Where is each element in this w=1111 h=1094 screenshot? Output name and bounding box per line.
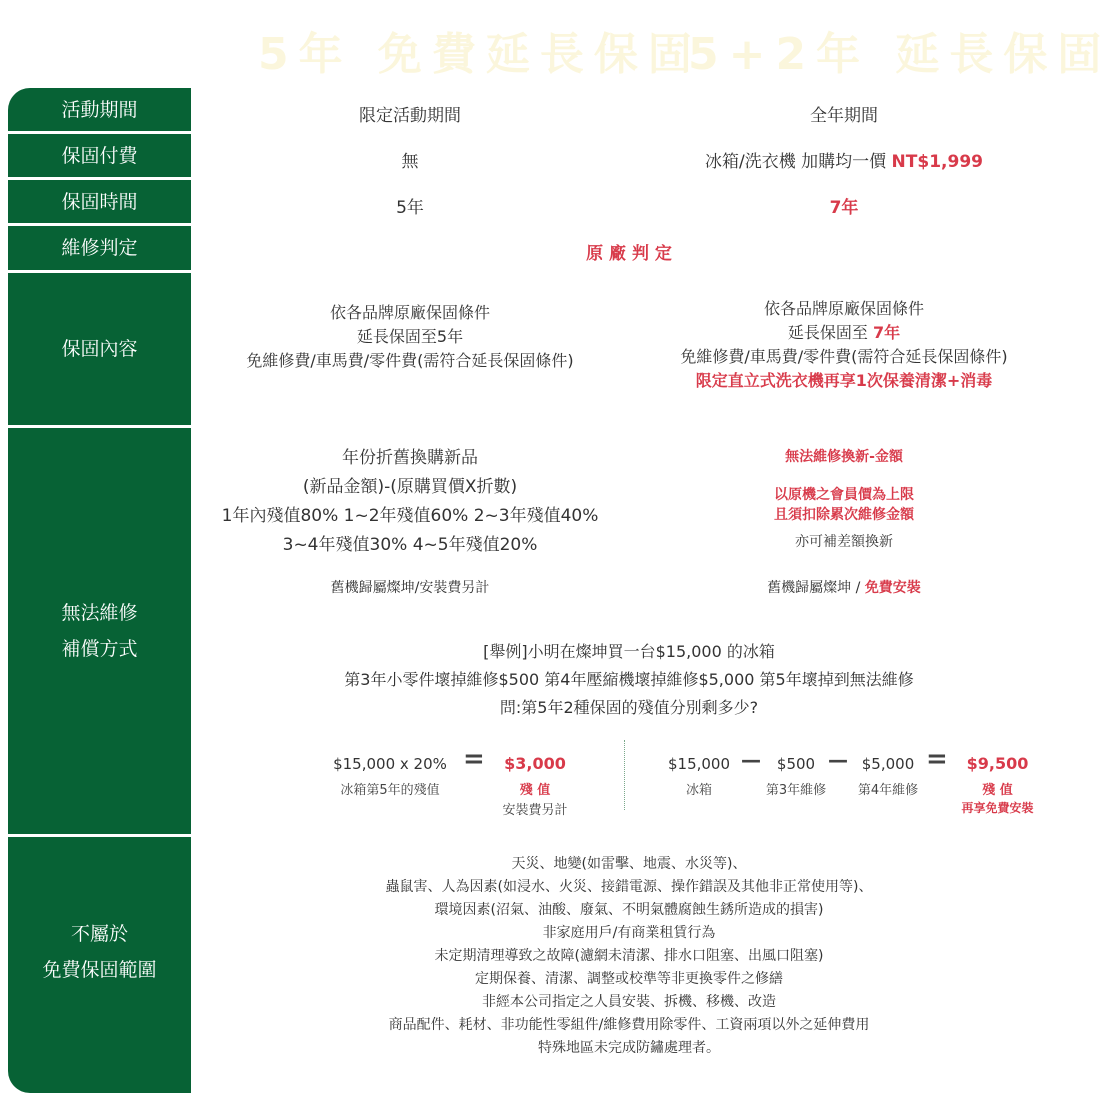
exclude-item: 特殊地區未完成防鏽處理者。 bbox=[538, 1040, 720, 1056]
calc2-b: $500 bbox=[776, 755, 816, 773]
plan2-title: 5+2年 延長保固 bbox=[688, 29, 1111, 80]
comp-plan2-red3: 且須扣除累次維修金額 bbox=[774, 507, 914, 523]
comp-example-line: 問:第5年2種保固的殘值分別剩多少? bbox=[499, 698, 759, 717]
calc2-minus2: — bbox=[828, 748, 848, 772]
calc2-minus1: — bbox=[741, 748, 761, 772]
comp-plan1-line: 1年內殘值80% 1~2年殘值60% 2~3年殘值40% bbox=[221, 506, 599, 526]
comp-plan2-line: 亦可補差額換新 bbox=[795, 534, 893, 550]
calc1-expr: $15,000 x 20% bbox=[333, 755, 447, 773]
label-period: 活動期間 bbox=[61, 98, 138, 121]
label-fee: 保固付費 bbox=[8, 134, 191, 177]
label-compensation-line1: 無法維修 bbox=[61, 602, 138, 624]
comp-plan2-red2: 以原機之會員價為上限 bbox=[774, 487, 914, 503]
period-plan2: 全年期間 bbox=[810, 106, 878, 126]
label-exclude-line1: 不屬於 bbox=[70, 923, 128, 945]
exclude-list bbox=[200, 853, 1058, 1060]
label-duration: 保固時間 bbox=[8, 180, 191, 223]
comp-plan2-note-prefix: 舊機歸屬燦坤 / bbox=[767, 580, 865, 596]
comp-plan1-line: 年份折舊換購新品 bbox=[342, 448, 478, 468]
exclude-item: 非經本公司指定之人員安裝、拆機、移機、改造 bbox=[482, 994, 776, 1010]
calc1-result-sub2: 安裝費另計 bbox=[502, 803, 568, 818]
label-compensation bbox=[8, 428, 191, 834]
fee-plan1: 無 bbox=[401, 152, 419, 172]
calc1-result: $3,000 bbox=[504, 754, 566, 773]
exclude-item: 環境因素(沼氣、油酸、廢氣、不明氣體腐蝕生銹所造成的損害) bbox=[434, 902, 824, 918]
duration-plan2: 7年 bbox=[829, 198, 859, 218]
content-plan2-bonus: 限定直立式洗衣機再享1次保養清潔+消毒 bbox=[695, 371, 993, 390]
exclude-item: 非家庭用戶/有商業租賃行為 bbox=[542, 925, 716, 941]
fee-plan2-price: NT$1,999 bbox=[891, 152, 983, 172]
fee-plan2 bbox=[630, 147, 1058, 172]
calc2-equals: = bbox=[926, 744, 948, 774]
exclude-item: 蟲鼠害、人為因素(如浸水、火災、接錯電源、操作錯誤及其他非正常使用等)、 bbox=[385, 879, 873, 895]
comp-plan1-note: 舊機歸屬燦坤/安裝費另計 bbox=[330, 580, 490, 596]
duration-plan1: 5年 bbox=[396, 198, 424, 218]
exclude-item: 定期保養、清潔、調整或校準等非更換零件之修繕 bbox=[475, 971, 783, 987]
calc2-a-sub: 冰箱 bbox=[685, 783, 712, 798]
content-plan2-prefix: 延長保固至 bbox=[787, 323, 873, 342]
plan1-title: 5年 免費延長保固 bbox=[258, 29, 702, 80]
calc2-c: $5,000 bbox=[861, 755, 915, 773]
comp-example-line: [舉例]小明在燦坤買一台$15,000 的冰箱 bbox=[483, 642, 775, 661]
exclude-item: 未定期清理導致之故障(濾網未清潔、排水口阻塞、出風口阻塞) bbox=[434, 948, 824, 964]
exclude-item: 天災、地變(如雷擊、地震、水災等)、 bbox=[511, 856, 747, 872]
calc1-equals: = bbox=[463, 744, 485, 774]
label-compensation-line2: 補償方式 bbox=[61, 638, 138, 660]
calc2-a: $15,000 bbox=[667, 755, 731, 773]
calc2-result: $9,500 bbox=[966, 754, 1029, 773]
calc-divider bbox=[624, 740, 625, 810]
calc1-expr-sub: 冰箱第5年的殘值 bbox=[340, 783, 440, 798]
comp-example-line: 第3年小零件壞掉維修$500 第4年壓縮機壞掉維修$5,000 第5年壞掉到無法維修 bbox=[344, 670, 914, 689]
comp-plan2-note-red: 免費安裝 bbox=[864, 580, 921, 596]
content-plan2-line bbox=[630, 321, 1058, 345]
content-plan2-line: 依各品牌原廠保固條件 bbox=[763, 299, 924, 318]
calc2-c-sub: 第4年維修 bbox=[857, 783, 919, 798]
label-content: 保固內容 bbox=[8, 273, 191, 425]
calc2-b-sub: 第3年維修 bbox=[765, 783, 827, 798]
content-plan2-line: 免維修費/車馬費/零件費(需符合延長保固條件) bbox=[680, 347, 1008, 366]
content-plan1-line: 免維修費/車馬費/零件費(需符合延長保固條件) bbox=[246, 351, 574, 370]
comp-plan1-line: 3~4年殘值30% 4~5年殘值20% bbox=[282, 535, 538, 555]
comp-plan1-line: (新品金額)-(原購買價X折數) bbox=[302, 477, 518, 497]
label-exclude-line2: 免費保固範圍 bbox=[42, 959, 157, 981]
content-plan2-years: 7年 bbox=[872, 323, 901, 342]
content-plan1-line: 延長保固至5年 bbox=[356, 327, 464, 346]
content-plan1 bbox=[200, 301, 620, 373]
content-plan2 bbox=[630, 297, 1058, 393]
comp-plan2-red-block bbox=[630, 485, 1058, 525]
repair-value: 原 廠 判 定 bbox=[586, 244, 672, 264]
fee-plan2-text: 冰箱/洗衣機 加購均一價 bbox=[705, 152, 892, 172]
calc2-result-sub1: 殘 值 bbox=[982, 783, 1013, 798]
label-exclude bbox=[8, 837, 191, 1067]
calc1-result-sub1: 殘 值 bbox=[519, 783, 551, 798]
content-plan1-line: 依各品牌原廠保固條件 bbox=[329, 303, 490, 322]
period-plan1: 限定活動期間 bbox=[359, 106, 461, 126]
exclude-item: 商品配件、耗材、非功能性零組件/維修費用除零件、工資兩項以外之延伸費用 bbox=[388, 1017, 870, 1033]
comp-plan1 bbox=[200, 444, 620, 560]
label-repair: 維修判定 bbox=[8, 226, 191, 270]
comp-plan2-note bbox=[630, 577, 1058, 597]
comp-plan2-red1: 無法維修換新-金額 bbox=[785, 449, 903, 465]
calc2-result-sub2: 再享免費安裝 bbox=[961, 801, 1034, 815]
comp-example bbox=[200, 638, 1058, 722]
